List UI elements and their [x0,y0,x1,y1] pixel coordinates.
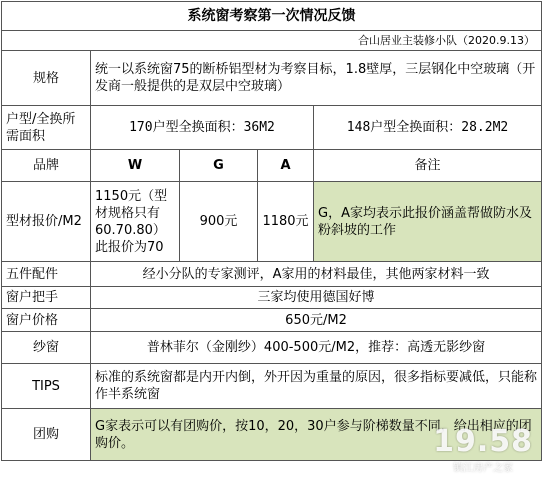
tips-label: TIPS [2,364,91,409]
screen-label: 纱窗 [2,332,91,364]
group-label: 团购 [2,409,91,461]
hardware-label: 五件配件 [2,262,91,287]
table-row-brand [2,150,542,182]
area-label: 户型/全换所需面积 [2,106,91,150]
table-row-group [2,409,542,461]
price-a: 1180元 [258,182,314,262]
window-price-text: 650元/M2 [91,309,542,332]
table-row-handle [2,287,542,309]
brand-note: 备注 [314,150,542,182]
brand-g: G [180,150,258,182]
window-price-label: 窗户价格 [2,309,91,332]
area-148: 148户型全换面积：28.2M2 [314,106,542,150]
title-row [2,2,542,31]
subtitle-row [2,31,542,51]
spec-text: 统一以系统窗75的断桥铝型材为考察目标，1.8壁厚，三层钢化中空玻璃（开发商一般提供的是双层中空玻璃） [91,51,542,106]
table-row-spec [2,51,542,106]
spec-label: 规格 [2,51,91,106]
hardware-text: 经小分队的专家测评，A家用的材料最佳，其他两家材料一致 [91,262,542,287]
table-row-tips [2,364,542,409]
brand-w: W [91,150,180,182]
sheet-title: 系统窗考察第一次情况反馈 [2,2,542,31]
price-label: 型材报价/M2 [2,182,91,262]
group-text: G家表示可以有团购价，按10，20，30户参与阶梯数量不同，给出相应的团购价。 [91,409,542,461]
table-row-window-price [2,309,542,332]
brand-label: 品牌 [2,150,91,182]
screen-text: 普林菲尔（金刚纱）400-500元/M2，推荐：高透无影纱窗 [91,332,542,364]
price-g: 900元 [180,182,258,262]
area-170: 170户型全换面积：36M2 [91,106,314,150]
table-row-area [2,106,542,150]
watermark-site: 镇江房产之家 [453,463,514,474]
price-w: 1150元（型材规格只有60.70.80）此报价为70 [91,182,180,262]
tips-text: 标准的系统窗都是内开内倒，外开因为重量的原因，很多指标要减低，只能称作半系统窗 [91,364,542,409]
handle-text: 三家均使用德国好博 [91,287,542,309]
sheet-subtitle: 合山居业主装修小队（2020.9.13） [2,31,542,51]
table-row-price [2,182,542,262]
watermark-number: 19.58 [433,424,533,459]
table-row-screen [2,332,542,364]
table-row-hardware [2,262,542,287]
feedback-table [1,1,542,461]
price-note: G，A家均表示此报价涵盖帮做防水及粉斜坡的工作 [314,182,542,262]
brand-a: A [258,150,314,182]
handle-label: 窗户把手 [2,287,91,309]
